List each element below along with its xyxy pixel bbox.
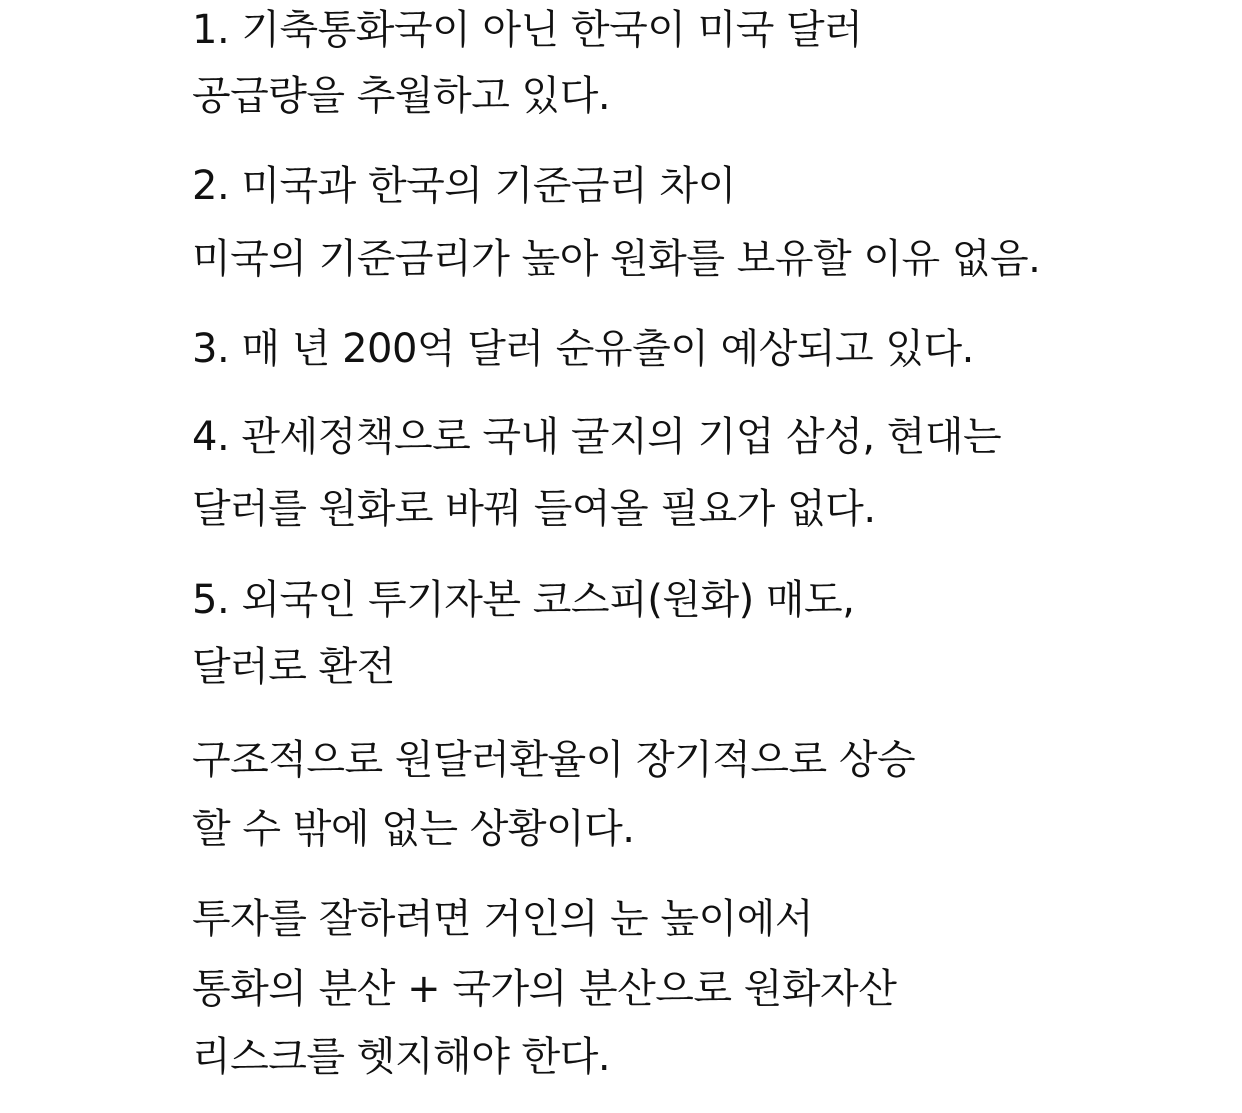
para-2-line-2: 미국의 기준금리가 높아 원화를 보유할 이유 없음. — [192, 236, 1041, 282]
para-6-line-1: 구조적으로 원달러환율이 장기적으로 상승 — [192, 737, 916, 783]
para-2-line-1: 2. 미국과 한국의 기준금리 차이 — [192, 163, 736, 209]
para-4-line-2: 달러를 원화로 바꿔 들여올 필요가 없다. — [192, 486, 876, 532]
para-5-line-1: 5. 외국인 투기자본 코스피(원화) 매도, — [192, 577, 855, 623]
para-1-line-2: 공급량을 추월하고 있다. — [192, 73, 611, 119]
para-3-line-1: 3. 매 년 200억 달러 순유출이 예상되고 있다. — [192, 326, 974, 372]
para-6-line-2: 할 수 밖에 없는 상황이다. — [192, 806, 635, 852]
para-4-line-1: 4. 관세정책으로 국내 굴지의 기업 삼성, 현대는 — [192, 414, 1002, 460]
para-7-line-1: 투자를 잘하려면 거인의 눈 높이에서 — [192, 896, 813, 942]
para-1-line-1: 1. 기축통화국이 아닌 한국이 미국 달러 — [192, 7, 863, 53]
para-5-line-2: 달러로 환전 — [192, 644, 395, 690]
para-7-line-2: 통화의 분산 + 국가의 분산으로 원화자산 — [192, 966, 897, 1012]
para-7-line-3: 리스크를 헷지해야 한다. — [192, 1034, 611, 1080]
